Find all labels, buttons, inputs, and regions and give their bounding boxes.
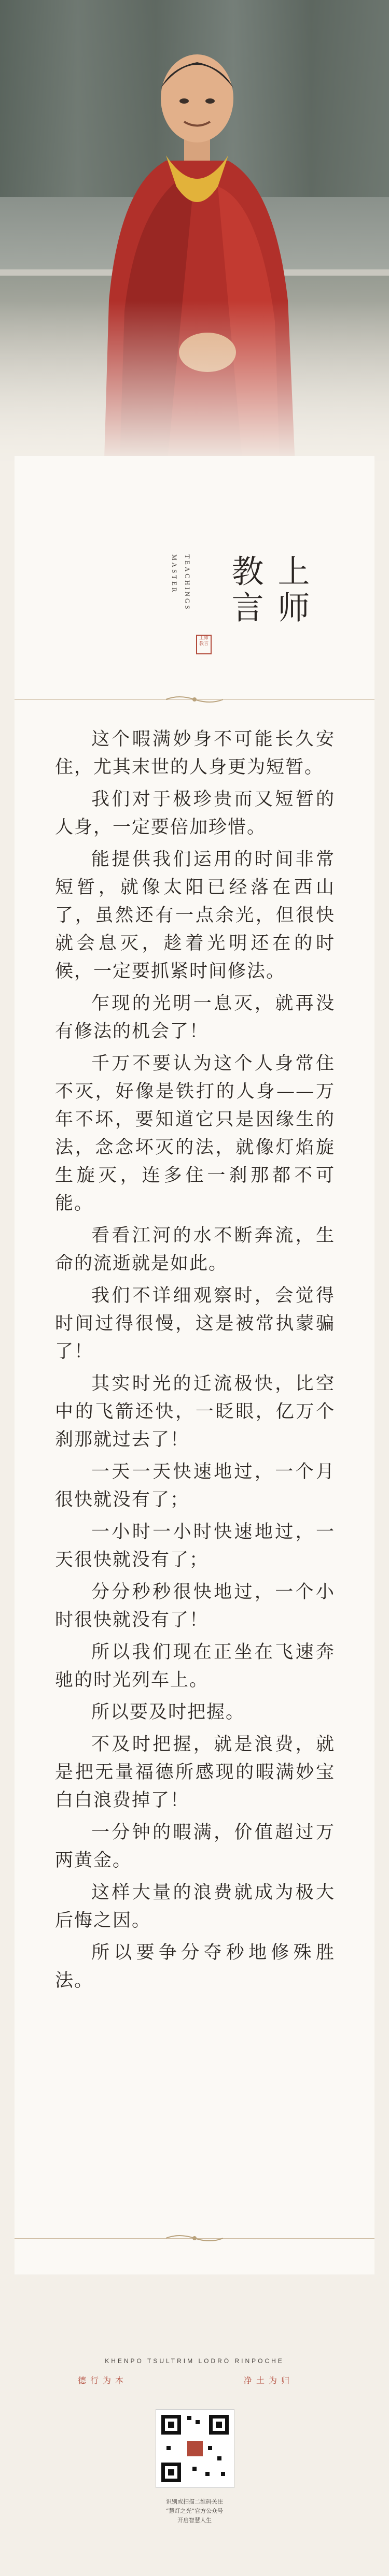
paragraph: 这个暇满妙身不可能长久安住，尤其末世的人身更为短暂。	[55, 729, 335, 778]
page-title: 上师教言	[226, 554, 310, 627]
teaching-text	[55, 725, 335, 1999]
paragraph: 一分钟的暇满，价值超过万两黄金。	[55, 1822, 335, 1871]
top-ornament	[166, 694, 223, 705]
bottom-ornament	[166, 2233, 223, 2243]
title-block	[155, 554, 310, 653]
paragraph: 千万不要认为这个人身常住不灭，好像是铁打的人身——万年不坏，要知道它只是因缘生的法，念念坏灭的法，就像灯焰旋生旋灭，连多住一刹那都不可能。	[55, 1053, 335, 1214]
qr-caption-3: 开启智慧人生	[177, 2517, 212, 2524]
footer	[0, 2347, 389, 2575]
motto-left: 德行为本	[78, 2375, 128, 2385]
paragraph: 看看江河的水不断奔流，生命的流逝就是如此。	[55, 1225, 335, 1274]
paragraph: 所以要及时把握。	[91, 1702, 245, 1723]
paragraph: 所以要争分夺秒地修殊胜法。	[55, 1942, 335, 1991]
paragraph: 分分秒秒很快地过，一个小时很快就没有了！	[55, 1582, 335, 1630]
paragraph: 一小时一小时快速地过，一天很快就没有了；	[55, 1522, 335, 1570]
paragraph: 我们对于极珍贵而又短暂的人身，一定要倍加珍惜。	[55, 789, 335, 838]
qr-caption-2: “慧灯之光”官方公众号	[165, 2508, 224, 2514]
title-english-2: TEACHINGS	[184, 554, 191, 611]
paragraph: 我们不详细观察时，会觉得时间过得很慢，这是被常执蒙骗了！	[55, 1285, 335, 1362]
paragraph: 这样大量的浪费就成为极大后悔之因。	[55, 1882, 335, 1931]
paragraph: 不及时把握，就是浪费，就是把无量福德所感现的暇满妙宝白白浪费掉了！	[55, 1734, 335, 1811]
paragraph: 乍现的光明一息灭，就再没有修法的机会了！	[55, 993, 335, 1042]
red-seal: 上师 教言	[196, 635, 212, 654]
qr-code[interactable]	[156, 2409, 234, 2488]
qr-caption-1: 识别或扫描二维码关注	[166, 2498, 223, 2505]
paragraph: 能提供我们运用的时间非常短暂，就像太阳已经落在西山了，虽然还有一点余光，但很快就会息灭，趁着光明还在的时候，一定要抓紧时间修法。	[55, 849, 335, 982]
paragraph: 一天一天快速地过，一个月很快就没有了；	[55, 1462, 335, 1510]
motto-right: 净土为归	[244, 2375, 294, 2385]
paragraph: 所以我们现在正坐在飞速奔驰的时光列车上。	[55, 1642, 335, 1691]
content-card	[15, 456, 374, 2274]
photo-fade	[0, 300, 389, 466]
paragraph: 其实时光的迁流极快，比空中的飞箭还快，一眨眼，亿万个刹那就过去了！	[55, 1373, 335, 1450]
footer-english: KHENPO TSULTRIM LODRÖ RINPOCHE	[105, 2357, 284, 2365]
header-photo	[0, 0, 389, 466]
title-english-1: MASTER	[171, 554, 178, 594]
